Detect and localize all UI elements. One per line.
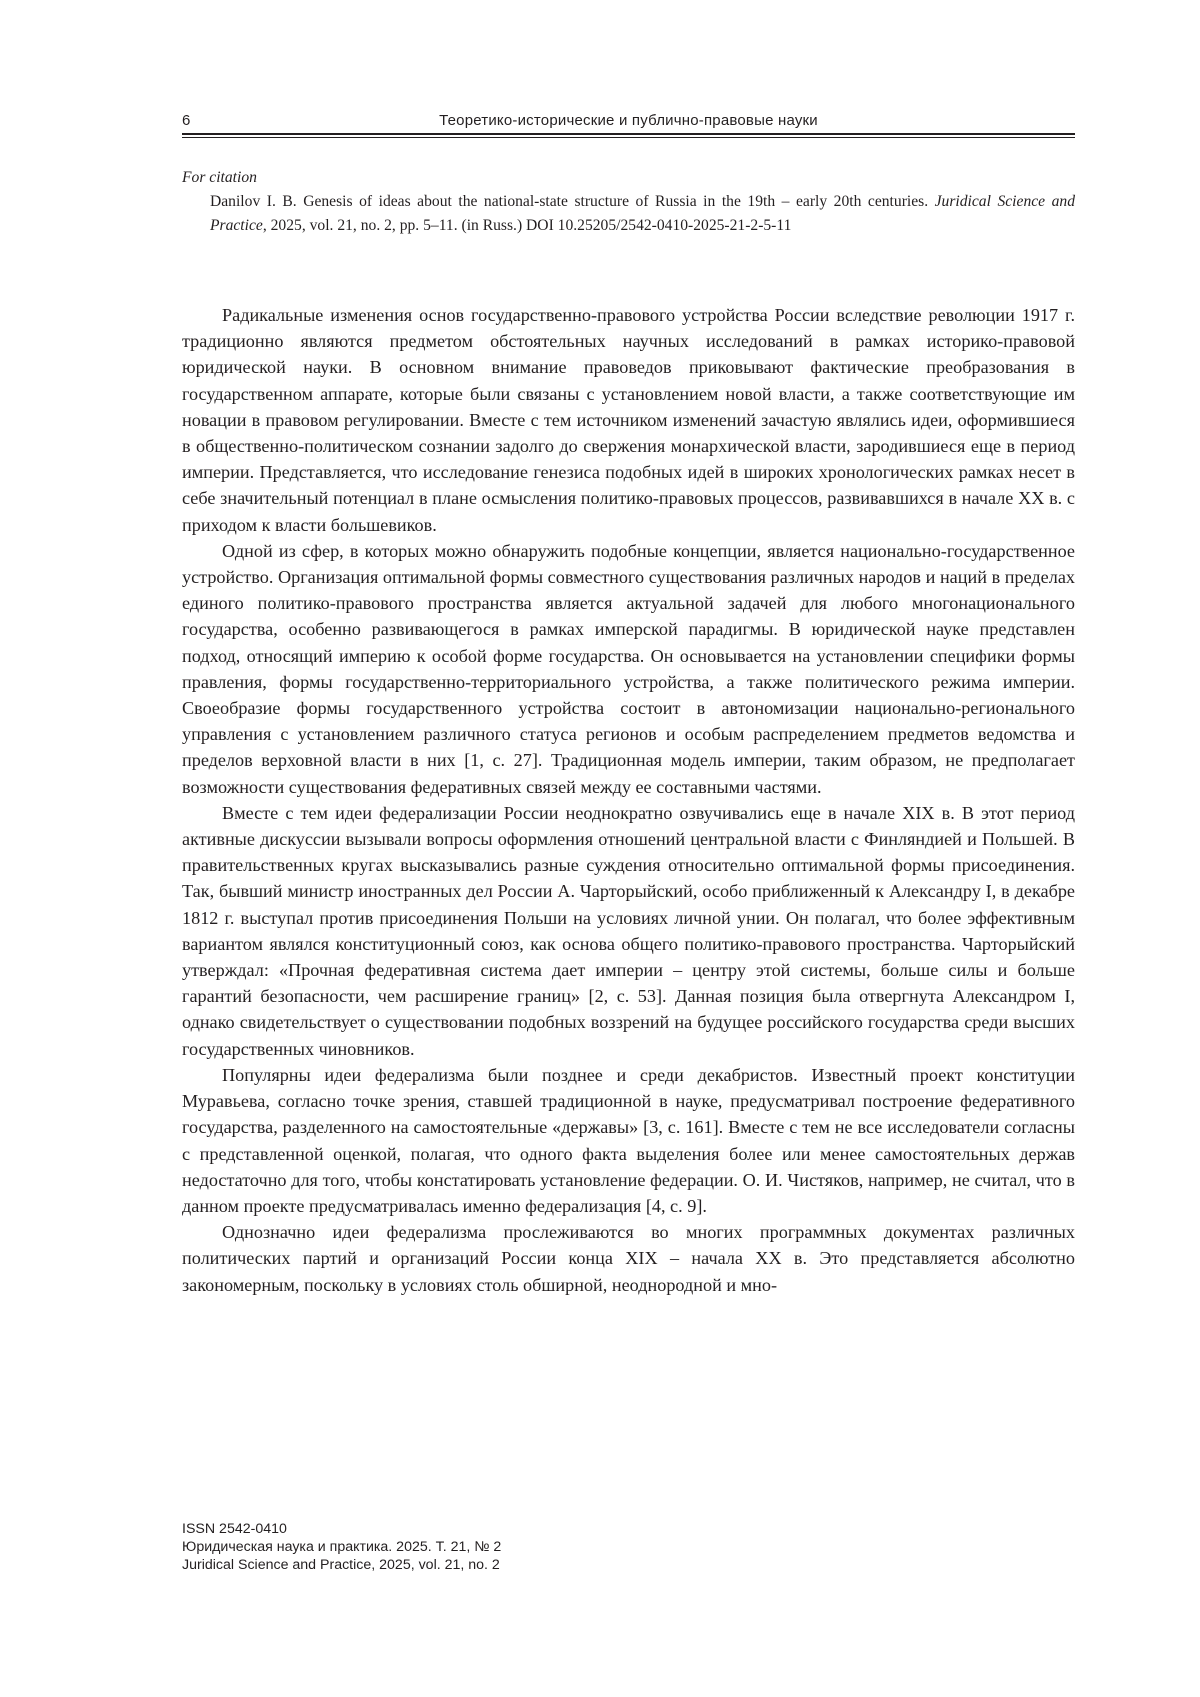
header-rule-thick <box>182 133 1075 135</box>
section-title: Теоретико-исторические и публично-правовые науки <box>439 112 818 129</box>
article-paragraph-4: Популярны идеи федерализма были позднее и среди декабристов. Известный проект конституции Муравьева, согласно точке зрения, ставшей традиционной в науке, предусматривал построение федеративного государства, разделенного на самостоятельные «державы» [3, с. 161]. Вместе с тем не все исследователи согласны с представленной оценкой, полагая, что одного факта выделения более или менее самостоятельных держав недостаточно для того, чтобы констатировать установление федерации. О. И. Чистяков, например, не считал, что в данном проекте предусматривалась именно федерализация [4, с. 9]. <box>182 1064 1075 1216</box>
footer-journal-ru: Юридическая наука и практика. 2025. Т. 21, № 2 <box>182 1539 502 1555</box>
citation-journal: Juridical Science and Practice <box>210 193 1075 234</box>
page-footer <box>182 1520 782 1574</box>
page-number: 6 <box>182 112 191 129</box>
citation-text-part1: Danilov I. B. Genesis of ideas about the national-state structure of Russia in the 19th – early 20th centuries. <box>210 193 935 210</box>
citation-label: For citation <box>182 169 257 186</box>
citation-block <box>182 166 1075 238</box>
article-paragraph-2: Одной из сфер, в которых можно обнаружить подобные концепции, является национально-государственное устройство. Организация оптимальной формы совместного существования различных народов и наций в пределах единого политико-правового пространства является актуальной задачей для любого многонационального государства, особенно развивающегося в рамках имперской парадигмы. В юридической науке представлен подход, относящий империю к особой форме государства. Он основывается на установлении специфики формы правления, формы государственно-территориального устройства, а также политического режима империи. Своеобразие формы государственного устройства состоит в автономизации национально-регионального управления с установлением различного статуса регионов и особым распределением предметов ведомства и пределов верховной власти в них [1, с. 27]. Традиционная модель империи, таким образом, не предполагает возможности существования федеративных связей между ее составными частями. <box>182 540 1075 797</box>
citation-text <box>182 190 1075 238</box>
footer-journal-en: Juridical Science and Practice, 2025, vol. 21, no. 2 <box>182 1557 500 1573</box>
article-body <box>182 302 1075 1298</box>
header-rule-thin <box>182 137 1075 138</box>
article-paragraph-1: Радикальные изменения основ государственно-правового устройства России вследствие революции 1917 г. традиционно являются предметом обстоятельных научных исследований в рамках историко-правовой юридической науки. В основном внимание правоведов приковывают фактические преобразования в государственном аппарате, которые были связаны с установлением новой власти, а также соответствующие им новации в правовом регулировании. Вместе с тем источником изменений зачастую являлись идеи, оформившиеся в общественно-политическом сознании задолго до свержения монархической власти, зародившиеся еще в период империи. Представляется, что исследование генезиса подобных идей в широких хронологических рамках несет в себе значительный потенциал в плане осмысления политико-правовых процессов, развивавшихся в начале XX в. с приходом к власти большевиков. <box>182 305 1075 535</box>
article-paragraph-5: Однозначно идеи федерализма прослеживаются во многих программных документах различных политических партий и организаций России конца XIX – начала XX в. Это представляется абсолютно закономерным, поскольку в условиях столь обширной, неоднородной и мно- <box>182 1222 1075 1295</box>
article-paragraph-3: Вместе с тем идеи федерализации России неоднократно озвучивались еще в начале XIX в. В этот период активные дискуссии вызывали вопросы оформления отношений центральной власти с Финляндией и Польшей. В правительственных кругах высказывались разные суждения относительно оптимальной формы присоединения. Так, бывший министр иностранных дел России А. Чарторыйский, особо приближенный к Александру I, в декабре 1812 г. выступал против присоединения Польши на условиях личной унии. Он полагал, что более эффективным вариантом являлся конституционный союз, как основа общего политико-правового пространства. Чарторыйский утверждал: «Прочная федеративная система дает империи – центру этой системы, больше силы и больше гарантий безопасности, чем расширение границ» [2, с. 53]. Данная позиция была отвергнута Александром I, однако свидетельствует о существовании подобных воззрений на будущее российского государства среди высших государственных чиновников. <box>182 802 1075 1059</box>
citation-text-part2: , 2025, vol. 21, no. 2, pp. 5–11. (in Russ.) DOI 10.25205/2542-0410-2025-21-2-5-11 <box>262 217 792 234</box>
footer-issn: ISSN 2542-0410 <box>182 1521 287 1537</box>
